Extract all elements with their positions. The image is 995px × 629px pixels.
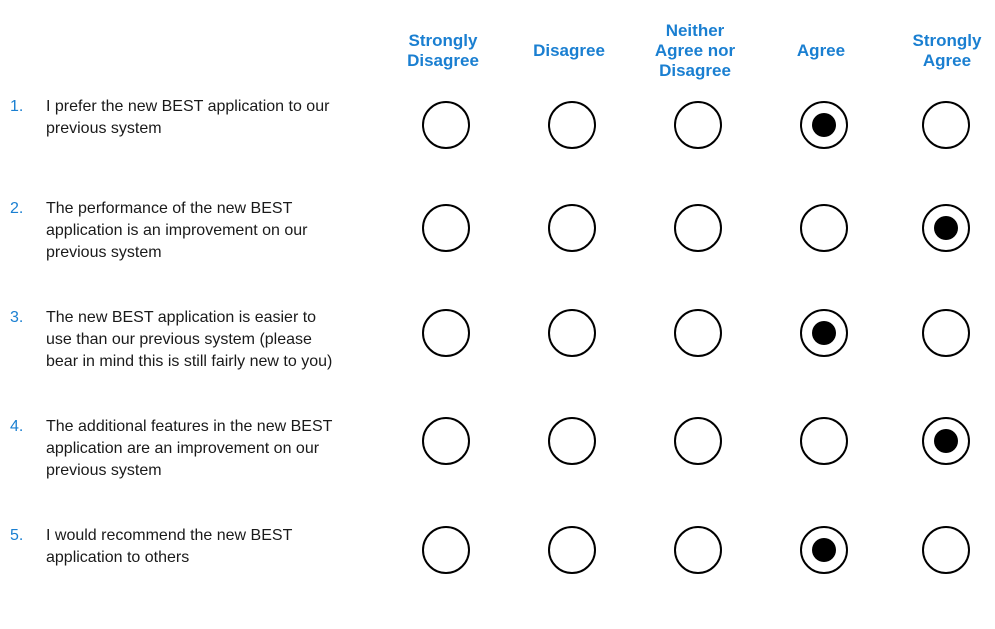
radio-q5-disagree[interactable]	[548, 526, 596, 574]
radio-selected-dot	[812, 538, 836, 562]
question-number: 1.	[10, 98, 24, 115]
radio-q3-strongly-agree[interactable]	[922, 309, 970, 357]
question-text: I would recommend the new BEST application to others	[46, 527, 293, 566]
radio-q1-strongly-disagree[interactable]	[422, 101, 470, 149]
radio-q1-agree[interactable]	[800, 101, 848, 149]
radio-q1-disagree[interactable]	[548, 101, 596, 149]
question-row-1	[0, 96, 995, 200]
question-number: 5.	[10, 527, 24, 544]
radio-q5-neither[interactable]	[674, 526, 722, 574]
radio-q3-strongly-disagree[interactable]	[422, 309, 470, 357]
scale-header-agree: Agree	[796, 41, 846, 60]
scale-header-disagree: Disagree	[533, 41, 605, 60]
radio-selected-dot	[812, 113, 836, 137]
scale-header-strongly-disagree: Strongly Disagree	[407, 31, 479, 70]
radio-q5-agree[interactable]	[800, 526, 848, 574]
question-text: The performance of the new BEST application is an improvement on our previous system	[46, 200, 308, 261]
radio-q2-strongly-agree[interactable]	[922, 204, 970, 252]
radio-q2-agree[interactable]	[800, 204, 848, 252]
radio-selected-dot	[934, 216, 958, 240]
radio-q3-neither[interactable]	[674, 309, 722, 357]
radio-q1-strongly-agree[interactable]	[922, 101, 970, 149]
radio-q4-neither[interactable]	[674, 417, 722, 465]
radio-q3-disagree[interactable]	[548, 309, 596, 357]
radio-q4-agree[interactable]	[800, 417, 848, 465]
radio-q4-disagree[interactable]	[548, 417, 596, 465]
question-text: I prefer the new BEST application to our previous system	[46, 98, 330, 137]
radio-q1-neither[interactable]	[674, 101, 722, 149]
radio-q2-strongly-disagree[interactable]	[422, 204, 470, 252]
radio-q2-disagree[interactable]	[548, 204, 596, 252]
radio-q3-agree[interactable]	[800, 309, 848, 357]
radio-q5-strongly-disagree[interactable]	[422, 526, 470, 574]
radio-selected-dot	[934, 429, 958, 453]
scale-header-neither: Neither Agree nor Disagree	[654, 21, 736, 80]
radio-q2-neither[interactable]	[674, 204, 722, 252]
question-number: 4.	[10, 418, 24, 435]
scale-header-strongly-agree: Strongly Agree	[912, 31, 982, 70]
question-row-2	[0, 198, 995, 302]
question-text: The new BEST application is easier to use than our previous system (please bear in mind this is still fairly new to you)	[46, 309, 333, 370]
radio-selected-dot	[812, 321, 836, 345]
radio-q4-strongly-disagree[interactable]	[422, 417, 470, 465]
radio-q4-strongly-agree[interactable]	[922, 417, 970, 465]
question-text: The additional features in the new BEST application are an improvement on our previous system	[46, 418, 333, 479]
radio-q5-strongly-agree[interactable]	[922, 526, 970, 574]
question-number: 2.	[10, 200, 24, 217]
question-number: 3.	[10, 309, 24, 326]
